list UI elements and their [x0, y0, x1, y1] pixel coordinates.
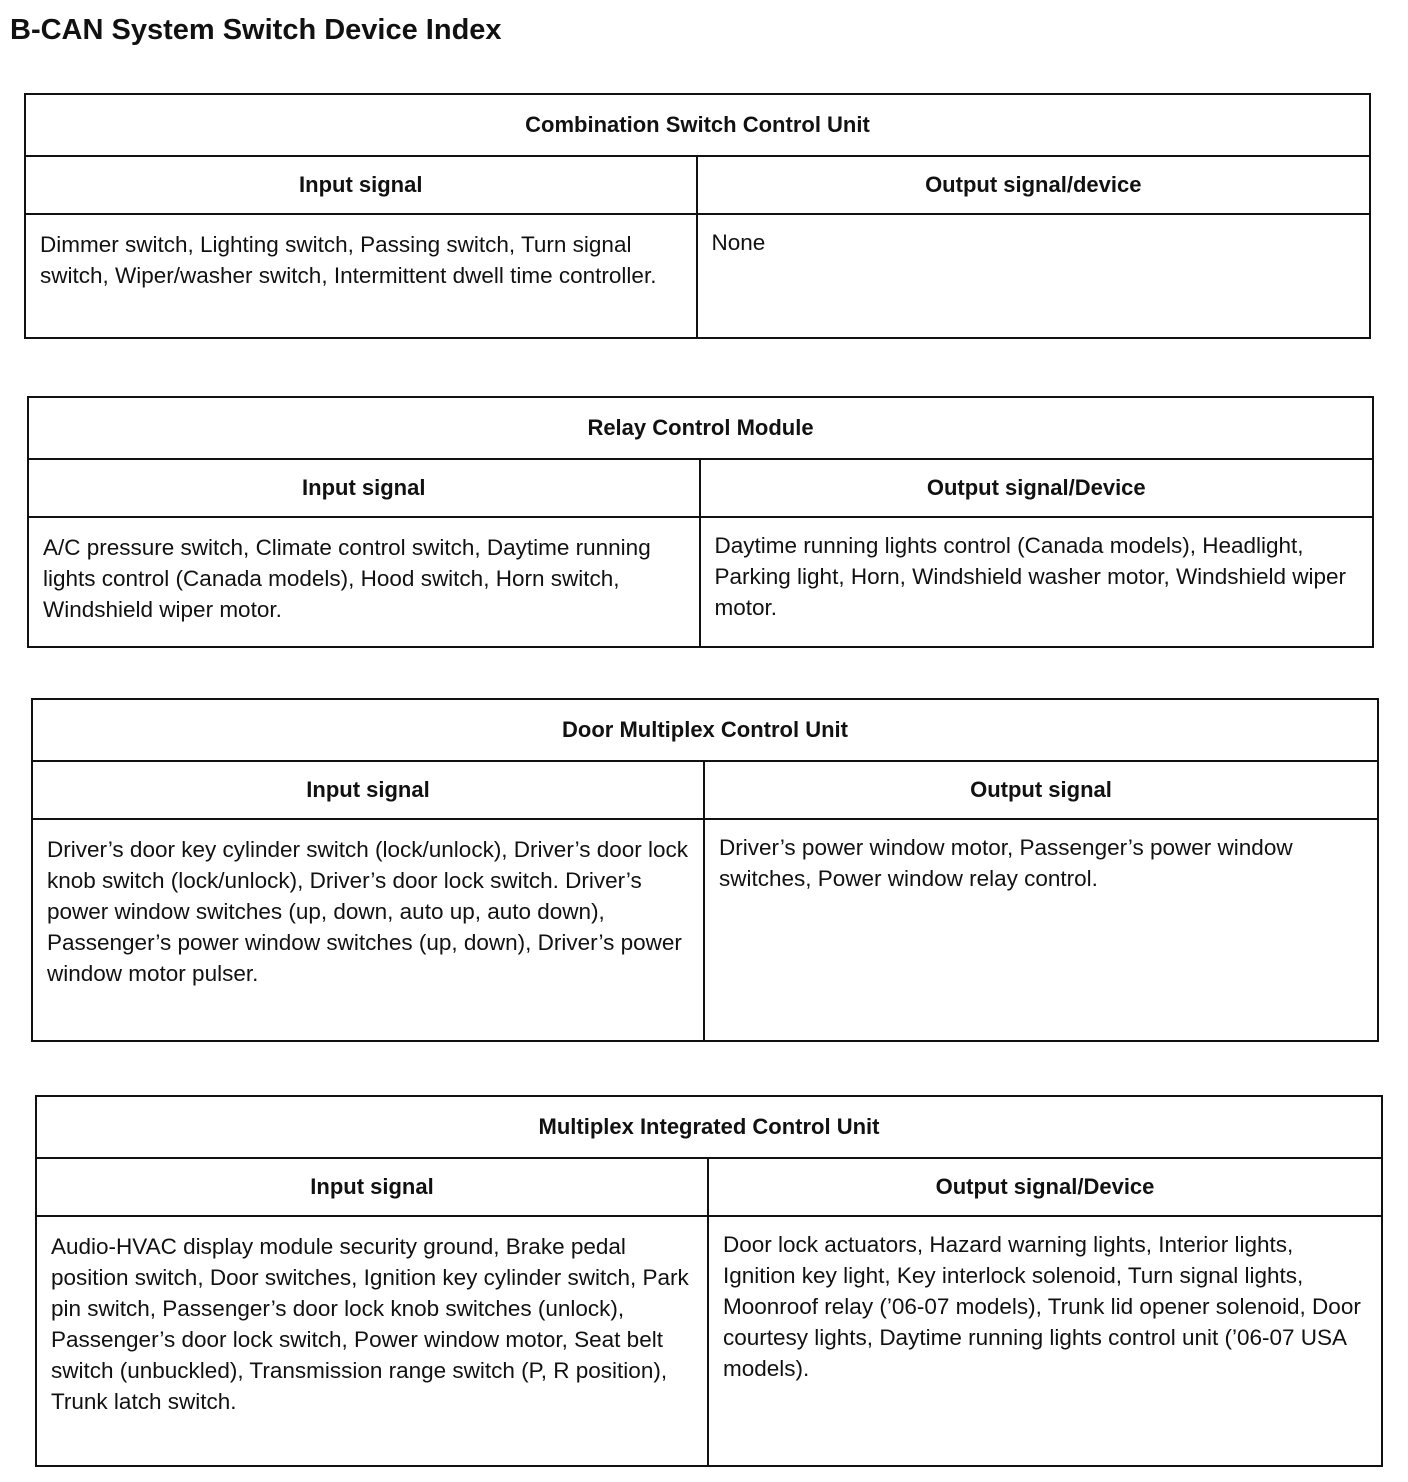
output-signal-header: Output signal/Device	[709, 1159, 1381, 1217]
output-signal-cell: Daytime running lights control (Canada models), Headlight, Parking light, Horn, Windshield washer motor, Windshield wiper motor.	[714, 533, 1347, 620]
table-body	[33, 762, 1377, 1040]
input-signal-cell: Driver’s door key cylinder switch (lock/unlock), Driver’s door lock knob switch (lock/unlock), Driver’s door lock switch. Driver’s power window switches (up, down, auto up, auto down), Passenger’s power window switches (up, down), Driver’s power window motor pulser.	[33, 820, 705, 1040]
table-body	[37, 1159, 1381, 1465]
output-signal-header: Output signal/Device	[701, 460, 1373, 518]
output-signal-cell: Door lock actuators, Hazard warning lights, Interior lights, Ignition key light, Key interlock solenoid, Turn signal lights, Moonroof relay (’06-07 models), Trunk lid opener solenoid, Door courtesy lights, Daytime running lights control unit (’06-07 USA models).	[723, 1232, 1361, 1381]
output-signal-cell: None	[711, 230, 766, 255]
combination-switch-control-unit-table	[24, 93, 1371, 339]
table-title: Multiplex Integrated Control Unit	[37, 1097, 1381, 1159]
output-signal-header: Output signal	[705, 762, 1377, 820]
output-signal-header: Output signal/device	[698, 157, 1370, 215]
table-title: Combination Switch Control Unit	[26, 95, 1369, 157]
input-signal-cell: Dimmer switch, Lighting switch, Passing switch, Turn signal switch, Wiper/washer switch, Intermittent dwell time controller.	[26, 215, 698, 337]
multiplex-integrated-control-unit-table	[35, 1095, 1383, 1467]
output-signal-cell: Driver’s power window motor, Passenger’s power window switches, Power window relay control.	[719, 835, 1293, 891]
table-title: Relay Control Module	[29, 398, 1372, 460]
input-signal-cell: A/C pressure switch, Climate control switch, Daytime running lights control (Canada models), Hood switch, Horn switch, Windshield wiper motor.	[29, 518, 701, 646]
relay-control-module-table	[27, 396, 1374, 648]
table-title: Door Multiplex Control Unit	[33, 700, 1377, 762]
input-signal-cell: Audio-HVAC display module security ground, Brake pedal position switch, Door switches, Ignition key cylinder switch, Park pin switch, Passenger’s door lock knob switches (unlock), Passenger’s door lock switch, Power window motor, Seat belt switch (unbuckled), Transmission range switch (P, R position), Trunk latch switch.	[37, 1217, 709, 1465]
door-multiplex-control-unit-table	[31, 698, 1379, 1042]
input-signal-header: Input signal	[37, 1159, 709, 1217]
table-body	[26, 157, 1369, 337]
input-signal-header: Input signal	[26, 157, 698, 215]
table-body	[29, 460, 1372, 646]
input-signal-header: Input signal	[33, 762, 705, 820]
page-title: B-CAN System Switch Device Index	[10, 14, 502, 46]
input-signal-header: Input signal	[29, 460, 701, 518]
